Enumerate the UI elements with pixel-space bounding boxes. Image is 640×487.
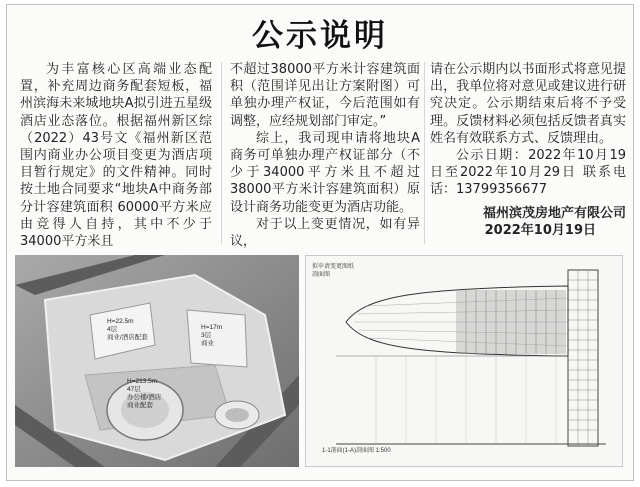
- building-c-label: 47层: [127, 386, 141, 393]
- building-c-label: 商业配套: [127, 402, 153, 409]
- section-drawing: [306, 256, 622, 466]
- paragraph: 请在公示期内以书面形式将意见提出，我单位将对意见或建议进行研究决定。公示期结束后将不予受理。反馈材料必须包括反馈者真实姓名有效联系方式、反馈理由。: [430, 62, 626, 146]
- column-divider: [221, 62, 222, 244]
- notice-period: 公示日期：2022年10月19日至2022年10月29日 联系电话：13799356677: [430, 148, 626, 198]
- company-name: 福州滨茂房地产有限公司: [482, 205, 626, 221]
- building-c-label: H=213.5m: [127, 378, 158, 385]
- building-a-label: H=22.5m: [107, 318, 134, 325]
- site-aerial-image: [15, 255, 299, 467]
- page-title: 公示说明: [252, 18, 388, 54]
- building-b-label: 商业: [201, 340, 214, 347]
- text-column-1: [20, 61, 212, 250]
- building-c-label: 办公楼/酒店: [127, 394, 162, 401]
- drawing-caption: 1-1剖面(1-A)剖面图 1:500: [322, 448, 391, 454]
- drawing-title: 拟申请变更图纸: [312, 264, 355, 270]
- building-b-label: H=17m: [201, 324, 223, 331]
- paragraph: 不超过38000平方米计容建筑面积（范围详见出让方案附图）可单独办理产权证，今后范围如有调整，应经规划部门审定。”: [230, 62, 420, 129]
- text-column-3: [430, 61, 626, 239]
- drawing-subtitle: 剖面图: [312, 272, 331, 278]
- column-divider: [424, 62, 425, 244]
- building-a-label: 4层: [107, 326, 118, 333]
- paragraph: 对于以上变更情况，如有异议，: [230, 216, 420, 250]
- building-b-label: 3层: [201, 332, 212, 339]
- text-column-2: [230, 61, 420, 250]
- paragraph: 综上，我司现申请将地块A商务可单独办理产权证部分（不少于34000平方米且不超过38000平方米计容建筑面积）原设计商务功能变更为酒店功能。: [230, 130, 420, 215]
- section-drawing-image: [305, 255, 623, 467]
- building-a-label: 商业/酒店配套: [107, 334, 148, 341]
- site-plan-drawing: [15, 255, 299, 467]
- paragraph: 为丰富核心区高端业态配置，补充周边商务配套短板，福州滨海未来城地块A拟引进五星级酒店业态落位。根据福州新区综（2022）43号文《福州新区范围内商业办公项目变更为酒店项目暂行规定》的文件精神。同时按土地合同要求“地块A中商务部分计容建筑面积 60000平方米应由竞得人自持，其中不少于34000平方米且: [20, 62, 212, 250]
- publish-date: 2022年10月19日: [484, 222, 596, 238]
